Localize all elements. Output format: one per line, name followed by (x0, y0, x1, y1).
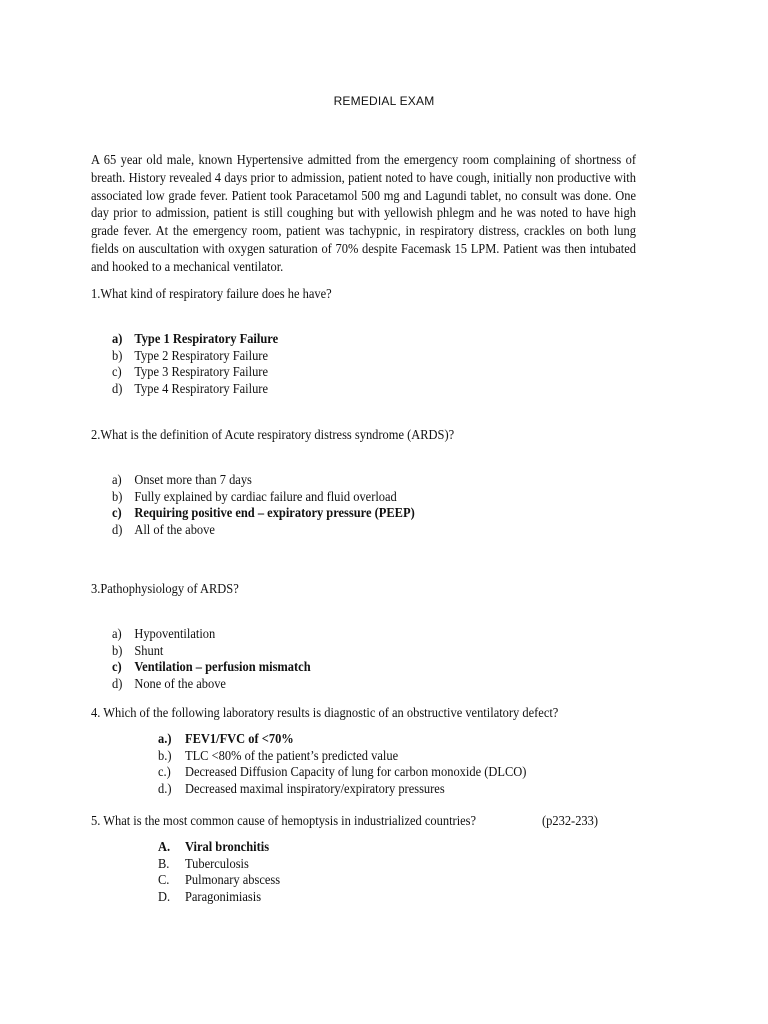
option-1b (112, 348, 278, 365)
question-5-options (158, 839, 280, 905)
option-1d (112, 381, 278, 398)
option-2d (112, 522, 415, 539)
option-marker: c) (112, 659, 122, 675)
question-4-options (158, 731, 526, 797)
option-marker: a) (112, 472, 122, 487)
option-marker: b) (112, 642, 123, 658)
page-reference: (p232-233) (542, 813, 599, 828)
option-text: FEV1/FVC of <70% (184, 731, 294, 746)
option-text: Pulmonary abscess (184, 872, 281, 888)
option-text: Type 3 Respiratory Failure (134, 364, 268, 380)
question-4: 4. Which of the following laboratory results is diagnostic of an obstructive ventilatory defect? (91, 705, 559, 720)
option-text: TLC <80% of the patient’s predicted value (184, 747, 399, 763)
option-2c (112, 505, 415, 522)
option-text: Decreased Diffusion Capacity of lung for carbon monoxide (DLCO) (184, 764, 527, 780)
option-text: None of the above (134, 675, 226, 691)
option-marker: b) (112, 347, 123, 363)
question-3-options (112, 626, 311, 692)
question-1: 1.What kind of respiratory failure does he have? (91, 286, 332, 301)
option-text: Requiring positive end – expiratory pressure (PEEP) (134, 505, 415, 521)
option-text: Tuberculosis (184, 855, 249, 871)
option-5a (158, 839, 280, 856)
option-text: Type 4 Respiratory Failure (134, 380, 268, 396)
option-marker: c) (112, 505, 122, 521)
option-3a (112, 626, 311, 643)
option-text: Type 1 Respiratory Failure (134, 331, 279, 346)
option-5b (158, 856, 280, 873)
option-marker: a) (112, 626, 122, 641)
option-1a (112, 331, 278, 348)
option-4c (158, 764, 526, 781)
option-marker: c) (112, 364, 122, 380)
option-text: Shunt (134, 642, 164, 658)
option-marker: C. (158, 872, 170, 888)
option-marker: a) (112, 331, 123, 346)
option-text: Fully explained by cardiac failure and fluid overload (134, 488, 397, 504)
option-5d (158, 889, 280, 906)
option-text: All of the above (134, 521, 215, 537)
option-marker: A. (158, 839, 171, 854)
option-marker: b.) (158, 747, 172, 763)
option-marker: d) (112, 380, 123, 396)
option-5c (158, 872, 280, 889)
option-text: Hypoventilation (134, 626, 216, 641)
option-marker: c.) (158, 764, 171, 780)
option-marker: a.) (158, 731, 172, 746)
option-3d (112, 676, 311, 693)
option-marker: d) (112, 675, 123, 691)
option-4b (158, 748, 526, 765)
question-5: 5. What is the most common cause of hemoptysis in industrialized countries? (91, 813, 477, 828)
question-2: 2.What is the definition of Acute respiratory distress syndrome (ARDS)? (91, 427, 455, 442)
option-2a (112, 472, 415, 489)
option-marker: d) (112, 521, 123, 537)
question-1-options (112, 331, 278, 397)
option-2b (112, 489, 415, 506)
option-text: Ventilation – perfusion mismatch (134, 659, 311, 675)
option-marker: D. (158, 888, 171, 904)
option-4a (158, 731, 526, 748)
option-1c (112, 364, 278, 381)
question-2-options (112, 472, 415, 538)
option-text: Decreased maximal inspiratory/expiratory pressures (184, 780, 445, 796)
case-paragraph: A 65 year old male, known Hypertensive admitted from the emergency room complaining of shortness of breath. History revealed 4 days prior to admission, patient noted to have cough, initially non productive with associated low grade fever. Patient took Paracetamol 500 mg and Lagundi tablet, no consult was done. One day prior to admission, patient is still coughing but with yellowish phlegm and he was noted to have high grade fever. At the emergency room, patient was tachypnic, in respiratory distress, crackles on both lung fields on auscultation with oxygen saturation of 70% despite Facemask 15 LPM. Patient was then intubated and hooked to a mechanical ventilator. (91, 152, 636, 274)
option-text: Paragonimiasis (184, 888, 262, 904)
page-title: REMEDIAL EXAM (333, 94, 435, 108)
option-marker: B. (158, 855, 170, 871)
option-text: Type 2 Respiratory Failure (134, 347, 268, 363)
question-3: 3.Pathophysiology of ARDS? (91, 581, 239, 596)
option-marker: d.) (158, 780, 172, 796)
option-text: Viral bronchitis (184, 839, 270, 854)
option-3b (112, 643, 311, 660)
option-3c (112, 659, 311, 676)
option-marker: b) (112, 488, 123, 504)
option-4d (158, 781, 526, 798)
option-text: Onset more than 7 days (134, 472, 252, 487)
